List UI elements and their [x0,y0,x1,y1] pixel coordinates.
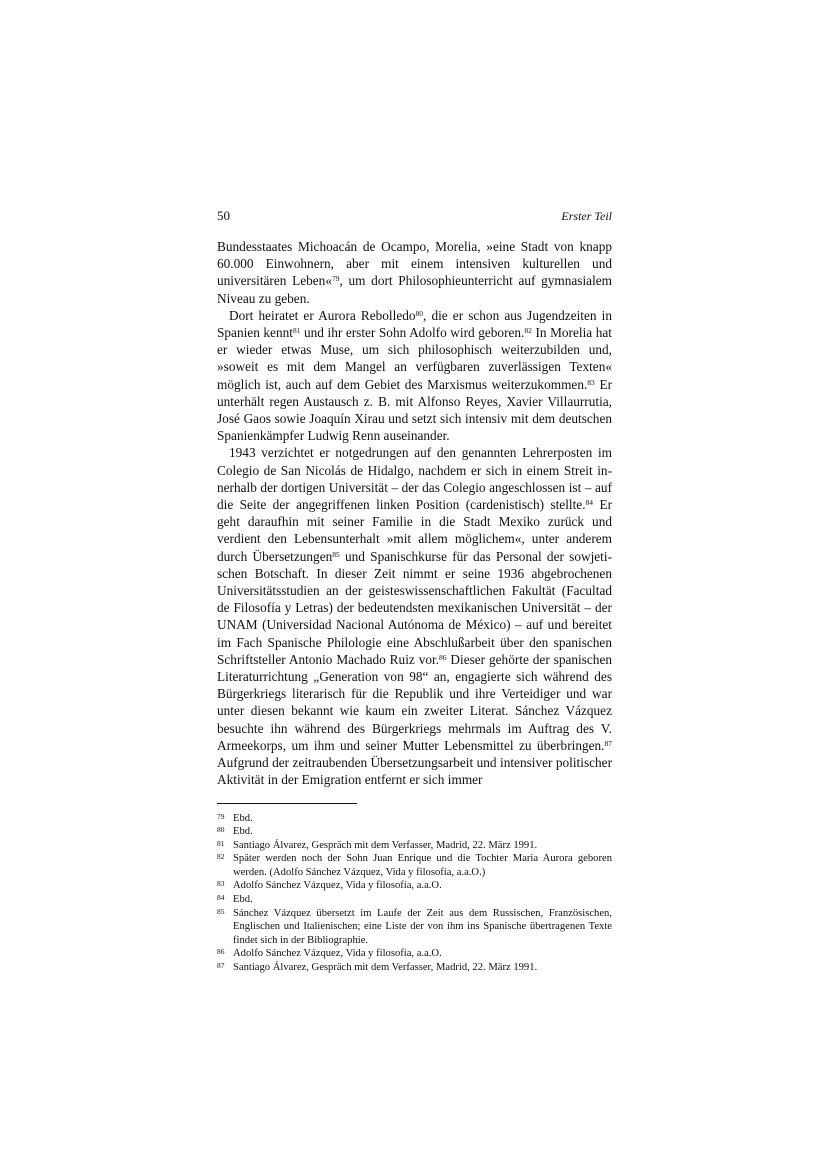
book-page [217,206,612,975]
footnote-text: Santiago Álvarez, Gespräch mit dem Verfasser, Madrid, 22. März 1991. [233,839,538,851]
footnote [217,893,612,907]
footnote [217,879,612,893]
paragraph [217,307,612,445]
footnote-text: Adolfo Sánchez Vázquez, Vida y filosofía, a.a.O. [233,948,442,960]
footnotes [217,812,612,975]
footnote-number: 82 [217,852,225,862]
footnote [217,852,612,879]
footnote-number: 83 [217,879,225,889]
footnote [217,961,612,975]
text-segment: Aufgrund der zeitraubenden Übersetzungsarbeit und intensiver politischer Aktivität in der Emigration entfernt er sich immer [217,755,612,788]
footnote-number: 79 [217,811,225,821]
footnote-text: Später werden noch der Sohn Juan Enrique und die Tochter Maria Aurora geboren werden. (Adolfo Sánchez Vázquez, Vida y filosofía, a.a.O.) [233,853,612,878]
text-segment: , um dort Philosophieunterricht auf gymnasialem Niveau zu geben. [217,273,613,306]
body-text [217,238,612,789]
footnote-text: Ebd. [233,826,253,838]
footnote [217,812,612,826]
footnote-text: Ebd. [233,812,253,824]
page-number: 50 [217,208,230,223]
footnote-separator [217,803,357,804]
footnote-number: 84 [217,893,225,903]
footnote [217,907,612,948]
text-segment: In Morelia hat er wieder etwas Muse, um sich philosophisch weiterzubilden und, »soweit es mit dem Mangel an verfügbaren zuverlässigen Texten« möglich ist, auch auf dem Gebiet des Marxismus weiterzukommen. [217,325,612,392]
paragraph [217,238,612,307]
text-segment: Bundesstaates Michoacán de Ocampo, Morelia, »eine Stadt von knapp 60.000 Einwohnern, aber mit einem intensiven kulturellen und universitären Leben« [217,239,612,289]
running-head [217,206,612,226]
footnote-reference: 80 [415,308,424,318]
text-segment: Er unterhält regen Austausch z. B. mit Alfonso Reyes, Xavier Villaurrutia, José Gaos sowie Joaquín Xirau und setzt sich intensiv mit dem deutschen Spanienkämpfer Ludwig Renn auseinander. [217,376,612,444]
text-segment: Dieser gehörte der spanischen Literaturrichtung „Generation von 98“ an, engagierte sich während des Bürgerkriegs literarisch für die Republik und ihre Verteidiger und war unter diesen bekannt wie kaum ein zweiter Literat. Sánchez Vázquez besuchte ihn während des Bürgerkriegs mehrmals im Auftrag des V. Armeekorps, um ihm und seiner Mutter Lebensmittel zu überbringen. [217,651,612,753]
footnote-number: 81 [217,838,225,848]
footnote-number: 87 [217,961,225,971]
footnote [217,947,612,961]
text-segment: und Spanischkurse für das Personal der sowjetischen Botschaft. In dieser Zeit nimmt er seine 1936 abgebrochenen Universitätsstudien an der geisteswissenschaftlichen Fakultät (Facultad de Filosofía y Letras) der bedeutendsten mexikanischen Universität – der UNAM (Universidad Nacional Autónoma de México) – auf und bereitet im Fach Spanische Philologie eine Abschlußarbeit über den spanischen Schriftsteller Antonio Machado Ruiz vor. [217,548,612,667]
section-title: Erster Teil [561,209,612,223]
footnote [217,839,612,853]
footnote-reference: 79 [331,274,340,284]
footnote [217,825,612,839]
footnote-text: Sánchez Vázquez übersetzt im Laufe der Zeit aus dem Russischen, Französischen, Englischen und Italienischen; eine Liste der von ihm ins Spanische übertragenen Texte findet sich in der Bibliographie. [233,907,612,946]
footnote-reference: 81 [292,326,301,336]
footnote-reference: 87 [604,738,612,748]
text-segment: und ihr erster Sohn Adolfo wird geboren. [300,325,525,341]
paragraph [217,444,612,788]
footnote-text: Santiago Álvarez, Gespräch mit dem Verfasser, Madrid, 22. März 1991. [233,962,538,974]
text-segment: Dort heiratet er Aurora Rebolledo [229,307,416,323]
footnote-text: Ebd. [233,894,253,906]
footnote-reference: 85 [332,549,340,559]
text-segment: Er geht daraufhin mit seiner Familie in die Stadt Mexiko zurück und verdient den Lebensunterhalt »mit allem möglichem«, unter anderem durch Übersetzungen [217,497,613,564]
footnote-reference: 86 [439,652,447,662]
text-segment: 1943 verzichtet er notgedrungen auf den genannten Lehrerposten im Colegio de San Nicolás de Hidalgo, nachdem er sich in einem Streit innerhalb der dortigen Universität – der das Colegio angeschlossen ist – auf die Seite der angegriffenen linken Position (cardenistisch) stellte. [217,445,612,513]
footnote-reference: 84 [585,498,594,508]
footnote-number: 85 [217,906,225,916]
text-segment: , die er schon aus Jugendzeiten in Spanien kennt [217,307,612,341]
footnote-number: 86 [217,947,225,957]
footnote-reference: 82 [524,326,532,336]
footnote-text: Adolfo Sánchez Vázquez, Vida y filosofía, a.a.O. [233,880,442,892]
footnote-reference: 83 [587,377,595,387]
footnote-number: 80 [217,825,225,835]
